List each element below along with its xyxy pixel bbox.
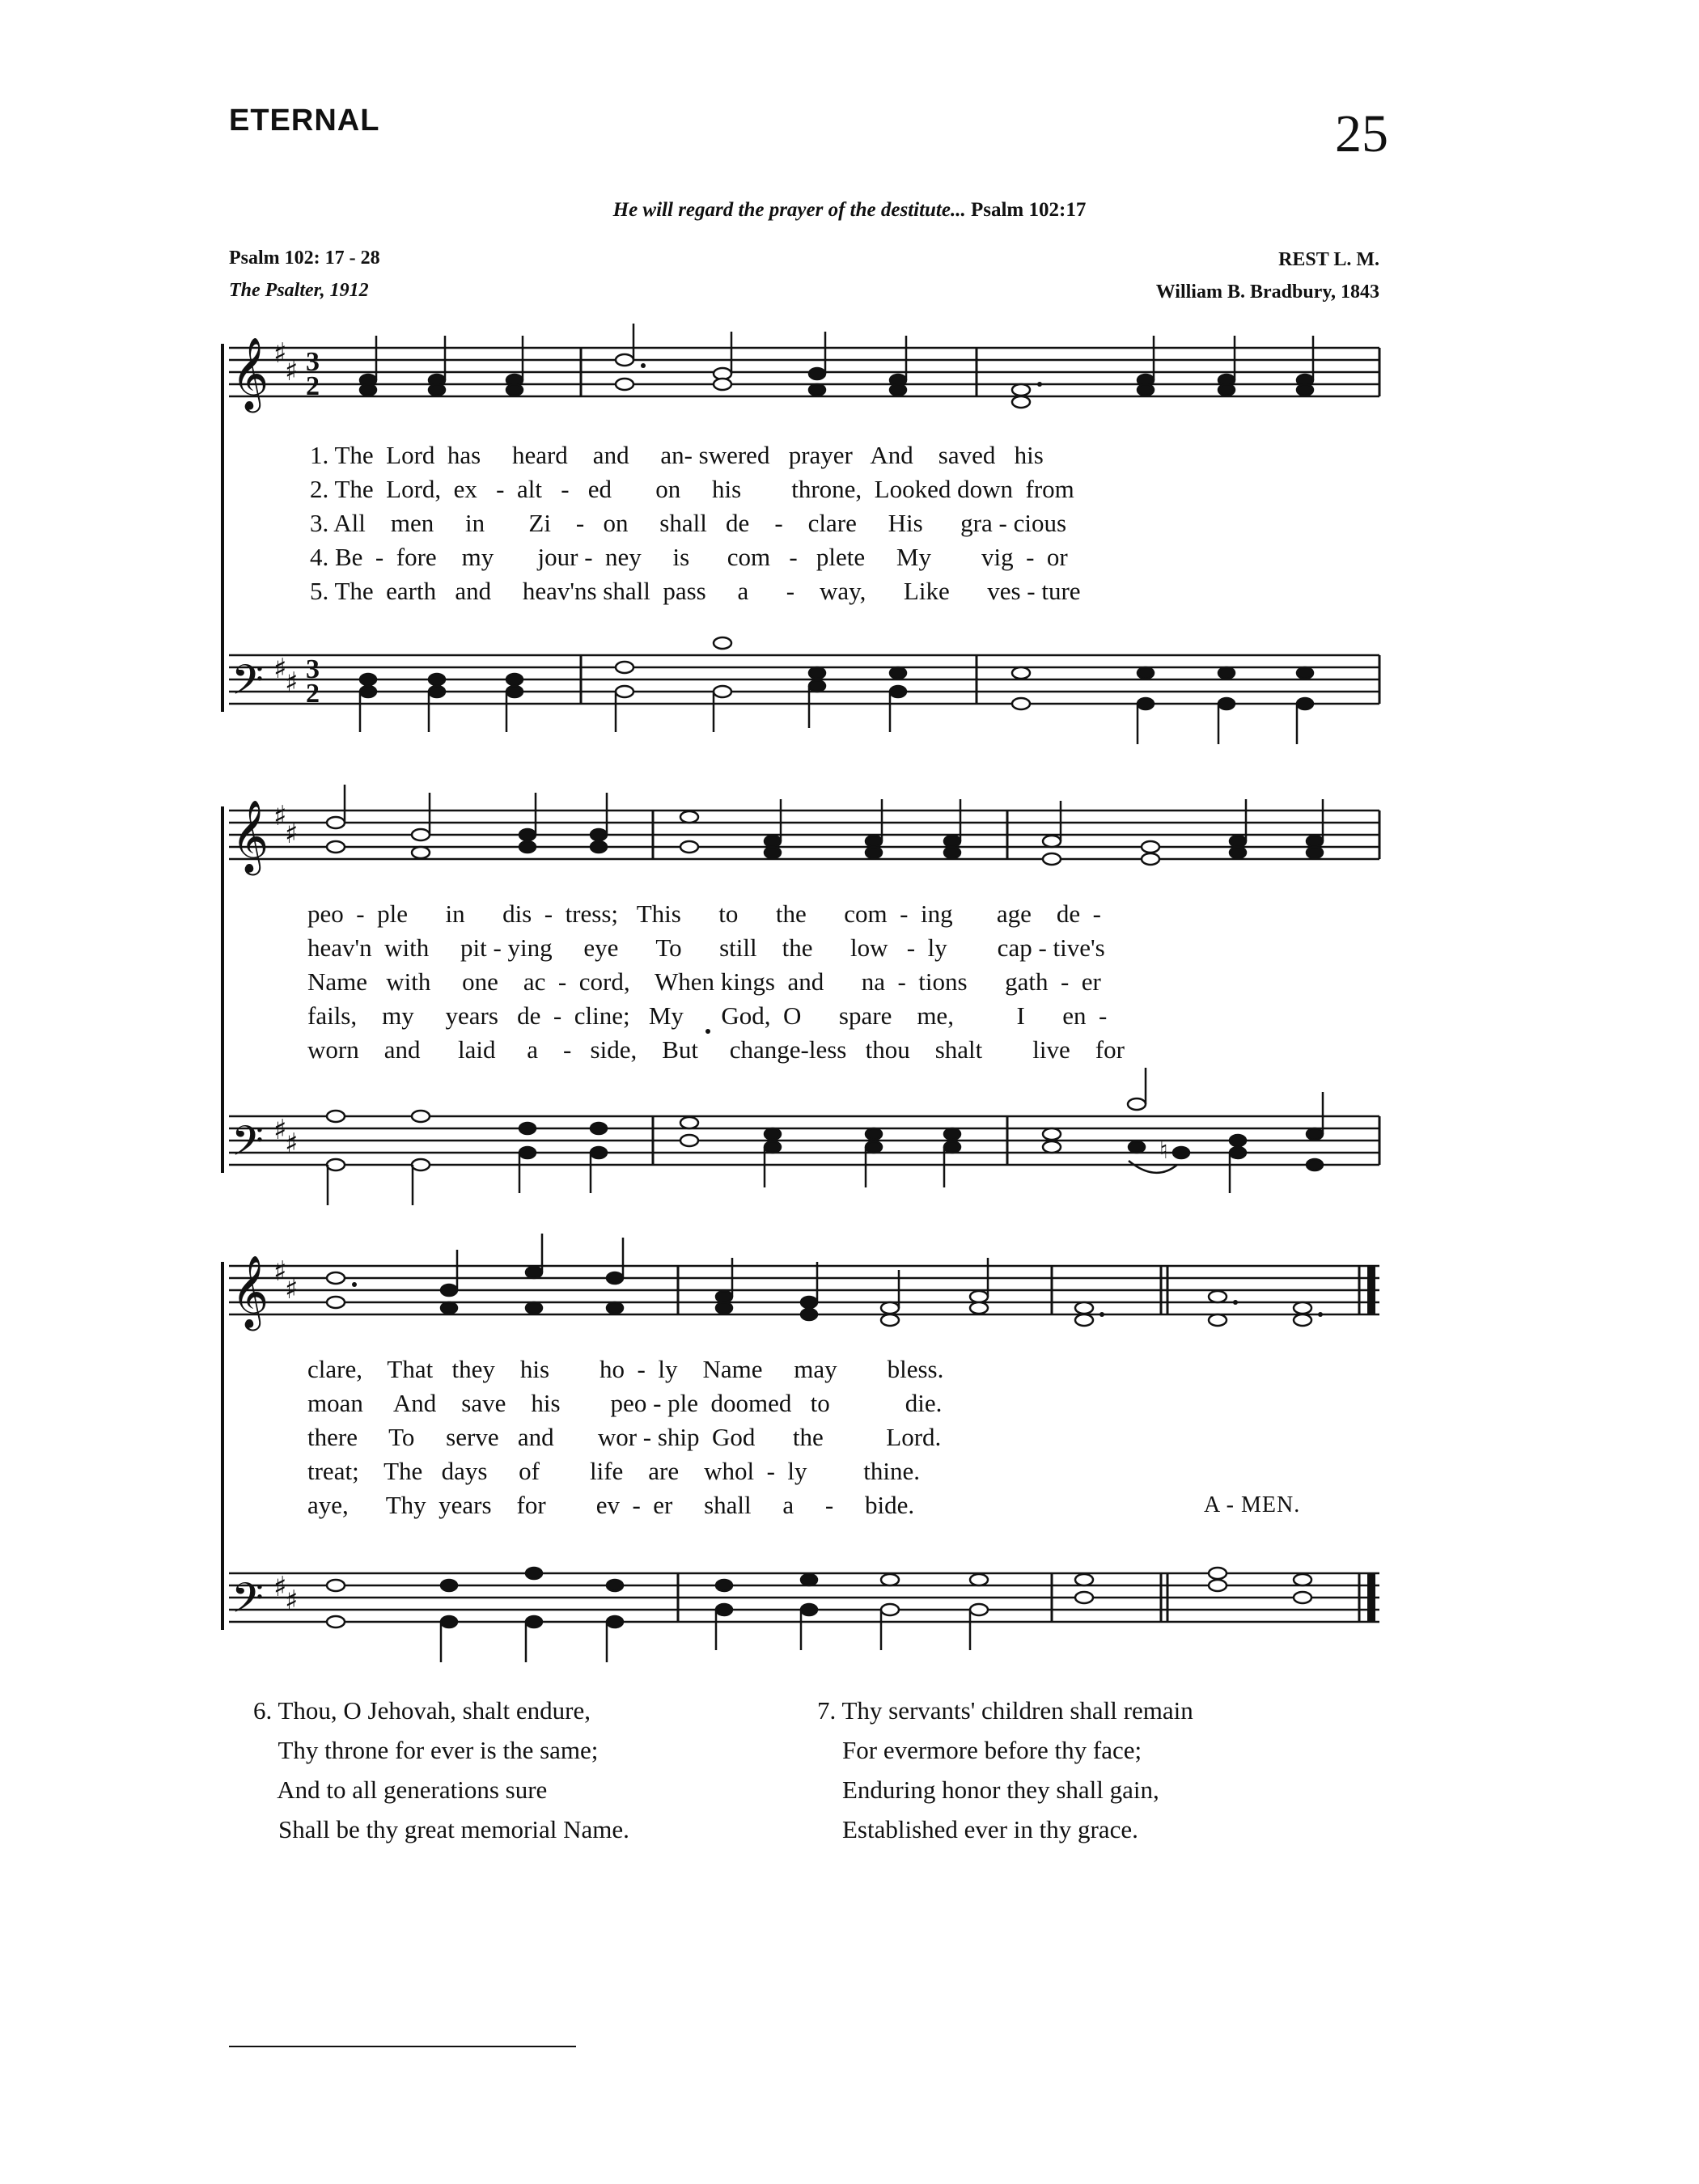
svg-text:♯: ♯	[285, 667, 299, 699]
svg-text:♯: ♯	[273, 1571, 287, 1603]
lyric-line: treat; The days of life are whol - ly thine.	[307, 1457, 921, 1485]
svg-text:♯: ♯	[285, 1128, 299, 1160]
svg-text:♯: ♯	[285, 1273, 299, 1306]
lyric-line: aye, Thy years for ev - er shall a - bide.	[307, 1491, 915, 1519]
svg-text:♮: ♮	[1159, 1136, 1168, 1165]
stanza-line: And to all generations sure	[253, 1776, 548, 1804]
lyric-line: heav'n with pit - ying eye To still the low - ly cap - tive's	[307, 933, 1105, 962]
lyric-line: there To serve and wor - ship God the Lord.	[307, 1423, 942, 1451]
svg-text:♯: ♯	[273, 653, 287, 685]
svg-text:♯: ♯	[273, 800, 287, 832]
lyric-line: worn and laid a - side, But change-less thou shalt live for	[307, 1035, 1125, 1064]
svg-text:𝄞: 𝄞	[231, 337, 269, 410]
stanza-line: Shall be thy great memorial Name.	[253, 1815, 629, 1843]
lyric-line: 4. Be - fore my jour - ney is com - plete My vig - or	[310, 543, 1068, 571]
stanza-line: Established ever in thy grace.	[817, 1815, 1138, 1843]
text-source: Psalm 102: 17 - 28	[229, 248, 380, 269]
svg-text:𝄢: 𝄢	[231, 1116, 264, 1175]
svg-text:𝄞: 𝄞	[231, 800, 269, 873]
composer: William B. Bradbury, 1843	[1155, 281, 1379, 303]
svg-text:2: 2	[306, 371, 320, 401]
lyric-line: 5. The earth and heav'ns shall pass a - way, Like ves - ture	[310, 577, 1081, 605]
stanza-6	[253, 1691, 629, 1849]
amen-label: A - MEN.	[1204, 1492, 1301, 1517]
lyric-line: peo - ple in dis - tress; This to the com - ing age de -	[307, 899, 1101, 928]
svg-text:♯: ♯	[285, 1585, 299, 1617]
stanza-line: 6. Thou, O Jehovah, shalt endure,	[253, 1696, 591, 1725]
stanza-line: Enduring honor they shall gain,	[817, 1776, 1159, 1804]
svg-text:𝄞: 𝄞	[231, 1255, 269, 1328]
text-author: The Psalter, 1912	[229, 280, 369, 301]
stanza-line: 7. Thy servants' children shall remain	[817, 1696, 1193, 1725]
stanza-line: Thy throne for ever is the same;	[253, 1736, 599, 1764]
lyric-line: clare, That they his ho - ly Name may bless.	[307, 1355, 944, 1383]
stanza-7	[817, 1691, 1193, 1849]
svg-text:2: 2	[306, 679, 320, 709]
svg-text:3: 3	[306, 347, 320, 377]
stanza-line: For evermore before thy face;	[817, 1736, 1142, 1764]
epigraph-text: He will regard the prayer of the destitute...	[612, 199, 966, 221]
svg-text:♯: ♯	[285, 355, 299, 387]
page-number: 25	[1335, 104, 1388, 163]
tune-meter: REST L. M.	[1278, 249, 1379, 270]
svg-text:𝄢: 𝄢	[231, 655, 264, 714]
svg-text:♯: ♯	[273, 337, 287, 370]
lyric-line: fails, my years de - cline; My God, O spare me, I en -	[307, 1001, 1108, 1030]
lyric-line: Name with one ac - cord, When kings and na - tions gath - er	[307, 967, 1101, 996]
svg-text:♯: ♯	[273, 1114, 287, 1146]
epigraph-reference: Psalm 102:17	[970, 199, 1087, 221]
section-title: ETERNAL	[229, 104, 380, 138]
svg-text:𝄢: 𝄢	[231, 1573, 264, 1632]
lyric-line: 1. The Lord has heard and an- swered prayer And saved his	[310, 441, 1044, 469]
svg-text:3: 3	[306, 654, 320, 684]
svg-text:♯: ♯	[285, 818, 299, 850]
lyric-line: 2. The Lord, ex - alt - ed on his throne, Looked down from	[310, 475, 1074, 503]
lyric-line: 3. All men in Zi - on shall de - clare His gra - cious	[310, 509, 1067, 537]
lyric-line: moan And save his peo - ple doomed to die.	[307, 1389, 943, 1417]
svg-text:♯: ♯	[273, 1255, 287, 1288]
